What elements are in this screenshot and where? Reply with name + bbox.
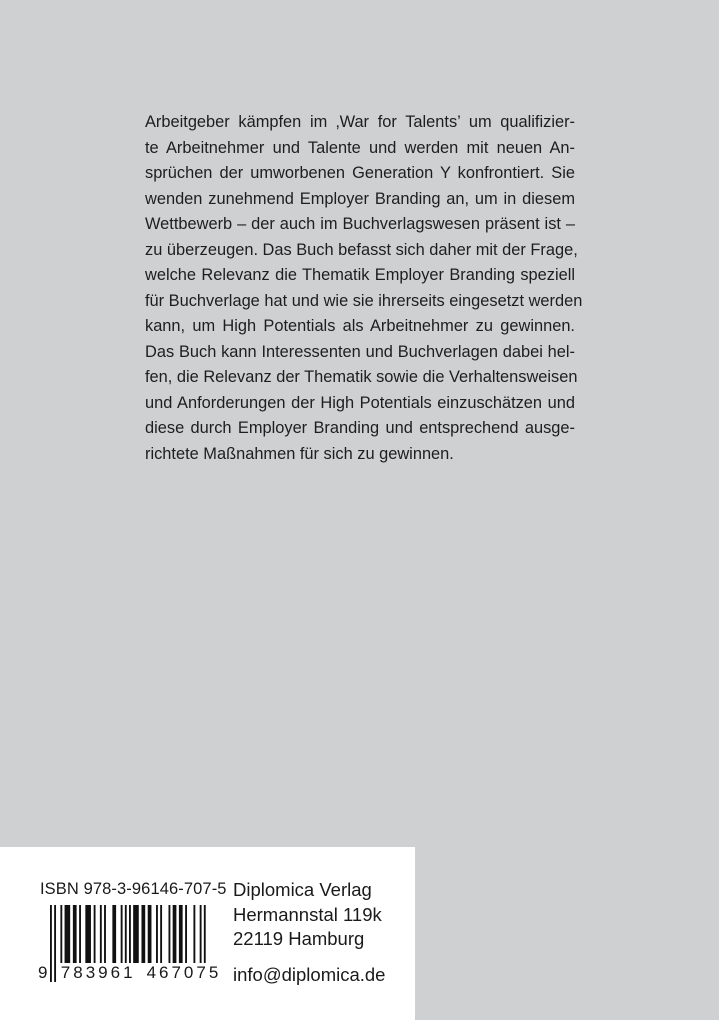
barcode-bar bbox=[200, 905, 202, 963]
isbn-label: ISBN 978-3-96146-707-5 bbox=[40, 880, 227, 898]
barcode-digit-lead: 9 bbox=[38, 963, 48, 982]
barcode-bar bbox=[94, 905, 96, 963]
barcode-bar bbox=[79, 905, 81, 963]
publisher-email: info@diplomica.de bbox=[233, 964, 386, 985]
barcode-bar bbox=[148, 905, 152, 963]
barcode-bar bbox=[204, 905, 206, 963]
barcode-bar bbox=[169, 905, 171, 963]
barcode-bar bbox=[121, 905, 123, 963]
publisher-name: Diplomica Verlag bbox=[233, 879, 372, 900]
blurb-line: für Buchverlage hat und wie sie ihrerseits eingesetzt werden bbox=[145, 291, 583, 310]
barcode-bar bbox=[160, 905, 162, 963]
barcode-bar bbox=[73, 905, 77, 963]
barcode-bar bbox=[60, 905, 62, 963]
publisher-street: Hermannstal 119k bbox=[233, 903, 382, 925]
publisher-city: 22119 Hamburg bbox=[233, 928, 365, 949]
barcode-bar bbox=[179, 905, 183, 963]
barcode-bar bbox=[173, 905, 177, 963]
blurb-line: zu überzeugen. Das Buch befasst sich daher mit der Frage, bbox=[145, 240, 578, 259]
barcode-digit-group-right: 467075 bbox=[146, 963, 222, 982]
blurb-line: Arbeitgeber kämpfen im ‚War for Talents’ um qualifizier- bbox=[145, 113, 575, 131]
barcode-bar bbox=[112, 905, 116, 963]
publisher-address bbox=[233, 878, 382, 952]
blurb-line: diese durch Employer Branding und entsprechend ausge- bbox=[145, 419, 575, 437]
back-cover-blurb bbox=[145, 110, 583, 467]
blurb-line: und Anforderungen der High Potentials einzuschätzen und bbox=[145, 393, 575, 412]
barcode-bar bbox=[193, 905, 195, 963]
blurb-line: richtete Maßnahmen für sich zu gewinnen. bbox=[145, 444, 454, 463]
barcode-bar bbox=[156, 905, 158, 963]
blurb-line: welche Relevanz die Thematik Employer Branding speziell bbox=[145, 266, 575, 284]
barcode-bar bbox=[185, 905, 187, 963]
blurb-line: te Arbeitnehmer und Talente und werden mit neuen An- bbox=[145, 138, 575, 157]
blurb-line: Das Buch kann Interessenten und Buchverlagen dabei hel- bbox=[145, 342, 575, 361]
barcode-bar bbox=[133, 905, 139, 963]
barcode-bar bbox=[104, 905, 106, 963]
blurb-line: Wettbewerb – der auch im Buchverlagswesen präsent ist – bbox=[145, 215, 575, 233]
barcode-digits bbox=[36, 963, 223, 983]
blurb-line: kann, um High Potentials als Arbeitnehmer zu gewinnen. bbox=[145, 317, 575, 335]
barcode-bar bbox=[141, 905, 145, 963]
blurb-line: fen, die Relevanz der Thematik sowie die Verhaltensweisen bbox=[145, 368, 578, 386]
barcode-bar bbox=[100, 905, 102, 963]
barcode-bar bbox=[125, 905, 127, 963]
barcode-digit-group-left: 783961 bbox=[60, 963, 136, 982]
barcode-bar bbox=[85, 905, 91, 963]
barcode-bar bbox=[129, 905, 131, 963]
barcode-bar bbox=[65, 905, 71, 963]
blurb-line: sprüchen der umworbenen Generation Y konfrontiert. Sie bbox=[145, 164, 575, 182]
blurb-line: wenden zunehmend Employer Branding an, um in diesem bbox=[145, 189, 575, 208]
